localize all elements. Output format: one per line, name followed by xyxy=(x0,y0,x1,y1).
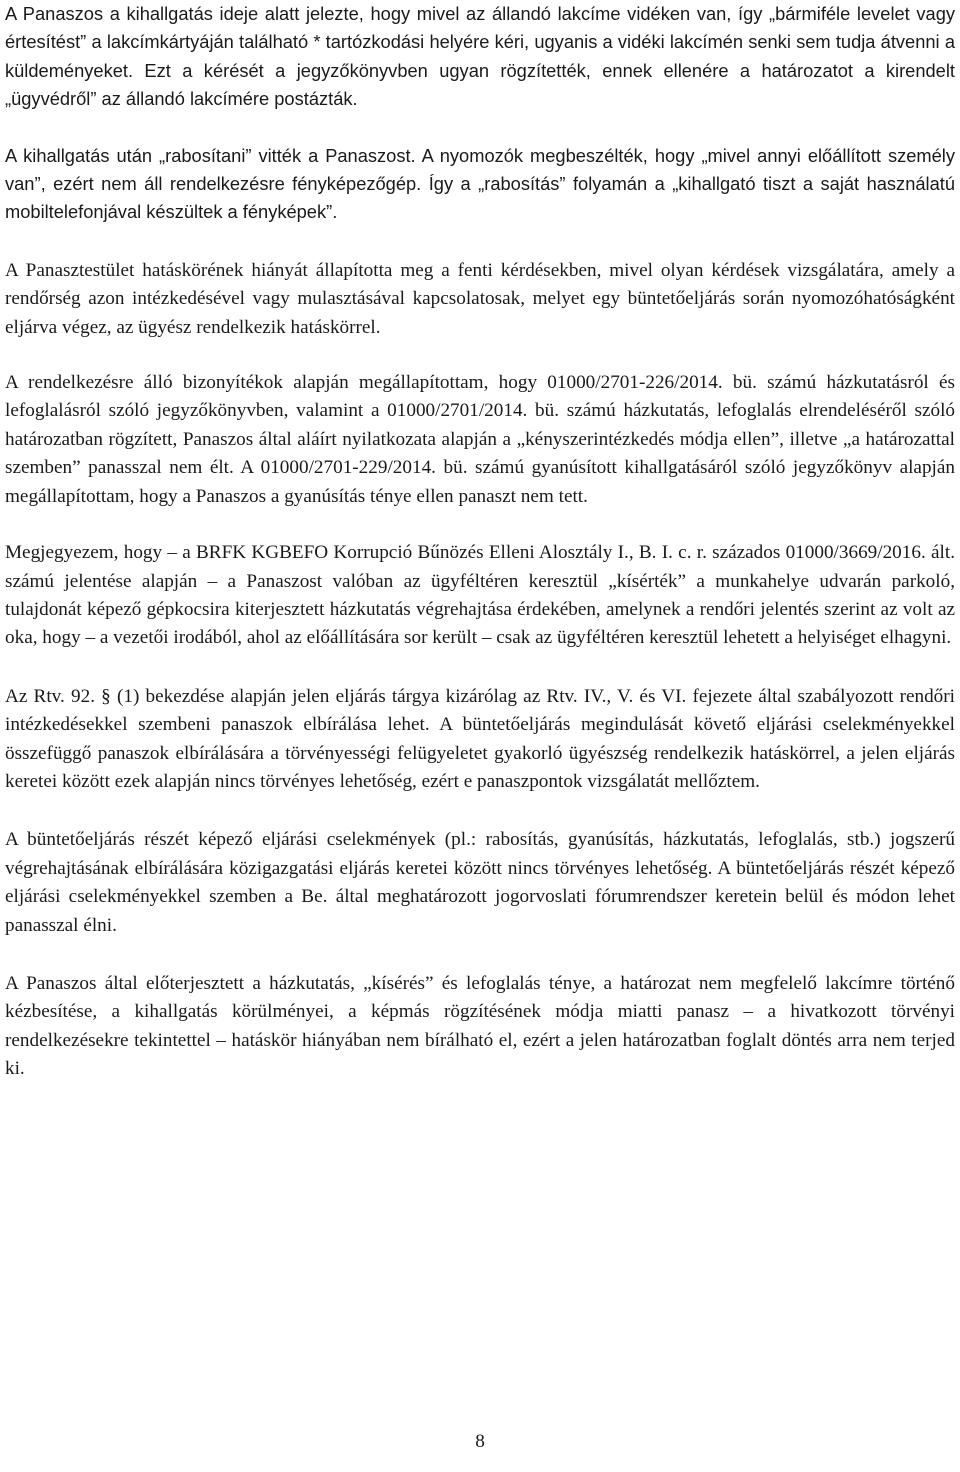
paragraph-jurisdiction-board: A Panasztestület hatáskörének hiányát állapította meg a fenti kérdésekben, mivel olyan kérdések vizsgálatára, amely a rendőrség azon intézkedésével vagy mulasztásával kapcsolatosak, melyet egy büntetőeljárás során nyomozóhatóságként eljárva végez, az ügyész rendelkezik hatáskörrel. xyxy=(5,259,955,338)
paragraph-evidence-findings: A rendelkezésre álló bizonyítékok alapján megállapítottam, hogy 01000/2701-226/2014. bü. számú házkutatásról és lefoglalásról szóló jegyzőkönyvben, valamint a 01000/2701/2014. bü. számú házkutatás, lefoglalás elrendeléséről szóló határozatban rögzített, Panaszos által aláírt nyilatkozata alapján a „kényszerintézkedés módja ellen”, illetve „a határozattal szemben” panasszal nem élt. A 01000/2701-229/2014. bü. számú gyanúsított kihallgatásáról szóló jegyzőkönyv alapján megállapítottam, hogy a Panaszos a gyanúsítás ténye ellen panaszt nem tett. xyxy=(5,372,955,507)
paragraph-mugshot-complaint: A kihallgatás után „rabosítani” vitték a Panaszost. A nyomozók megbeszélték, hogy „mivel annyi előállított személy van”, ezért nem áll rendelkezésre fényképezőgép. Így a „rabosítás” folyamán a „kihallgató tiszt a saját használatú mobiltelefonjával készültek a fényképek”. xyxy=(5,144,955,223)
paragraph-address-complaint: A Panaszos a kihallgatás ideje alatt jelezte, hogy mivel az állandó lakcíme vidéken van, így „bármiféle levelet vagy értesítést” a lakcímkártyáján található * tartózkodási helyére kéri, ugyanis a vidéki lakcímén senki sem tudja átvenni a küldeményeket. Ezt a kérését a jegyzőkönyvben ugyan rögzítették, ennek ellenére a határozatot a kirendelt „ügyvédről” az állandó lakcímére postázták. xyxy=(5,3,955,110)
paragraph-rtv-scope: Az Rtv. 92. § (1) bekezdése alapján jelen eljárás tárgya kizárólag az Rtv. IV., V. és VI. fejezete által szabályozott rendőri intézkedésekkel szembeni panaszok elbírálása lehet. A büntetőeljárás megindulását követő eljárási cselekményekkel összefüggő panaszok elbírálására a törvényességi felügyeletet gyakorló ügyészség rendelkezik hatáskörrel, a jelen eljárás keretei között ezek alapján nincs törvényes lehetőség, ezért e panaszpontok vizsgálatát mellőztem. xyxy=(5,685,955,792)
paragraph-conclusion: A Panaszos által előterjesztett a házkutatás, „kísérés” és lefoglalás ténye, a határozat nem megfelelő lakcímre történő kézbesítése, a kihallgatás körülményei, a képmás rögzítésének módja miatti panasz – a hivatkozott törvényi rendelkezésekre tekintettel – hatáskör hiányában nem bírálható el, ezért a jelen határozatban foglalt döntés arra nem terjed ki. xyxy=(5,972,955,1080)
paragraph-note-escort: Megjegyezem, hogy – a BRFK KGBEFO Korrupció Bűnözés Elleni Alosztály I., B. I. c. r. százados 01000/3669/2016. ált. számú jelentése alapján – a Panaszost valóban az ügyféltéren keresztül „kísérték” a munkahelye udvarán parkoló, tulajdonát képező gépkocsira kiterjesztett házkutatás végrehajtása érdekében, amelynek a rendőri jelentés szerint az volt az oka, hogy – a vezetői irodából, ahol az előállítására sor került – csak az ügyféltéren keresztül lehetett a helyiséget elhagyni. xyxy=(5,542,955,649)
page-number: 8 xyxy=(475,1431,485,1452)
paragraph-criminal-procedure: A büntetőeljárás részét képező eljárási cselekmények (pl.: rabosítás, gyanúsítás, házkutatás, lefoglalás, stb.) jogszerű végrehajtásának elbírálására közigazgatási eljárás keretei között nincs törvényes lehetőség. A büntetőeljárás részét képező eljárási cselekményekkel szemben a Be. által meghatározott jogorvoslati fórumrendszer keretein belül és módon lehet panasszal élni. xyxy=(5,829,955,936)
document-body xyxy=(5,0,955,1084)
